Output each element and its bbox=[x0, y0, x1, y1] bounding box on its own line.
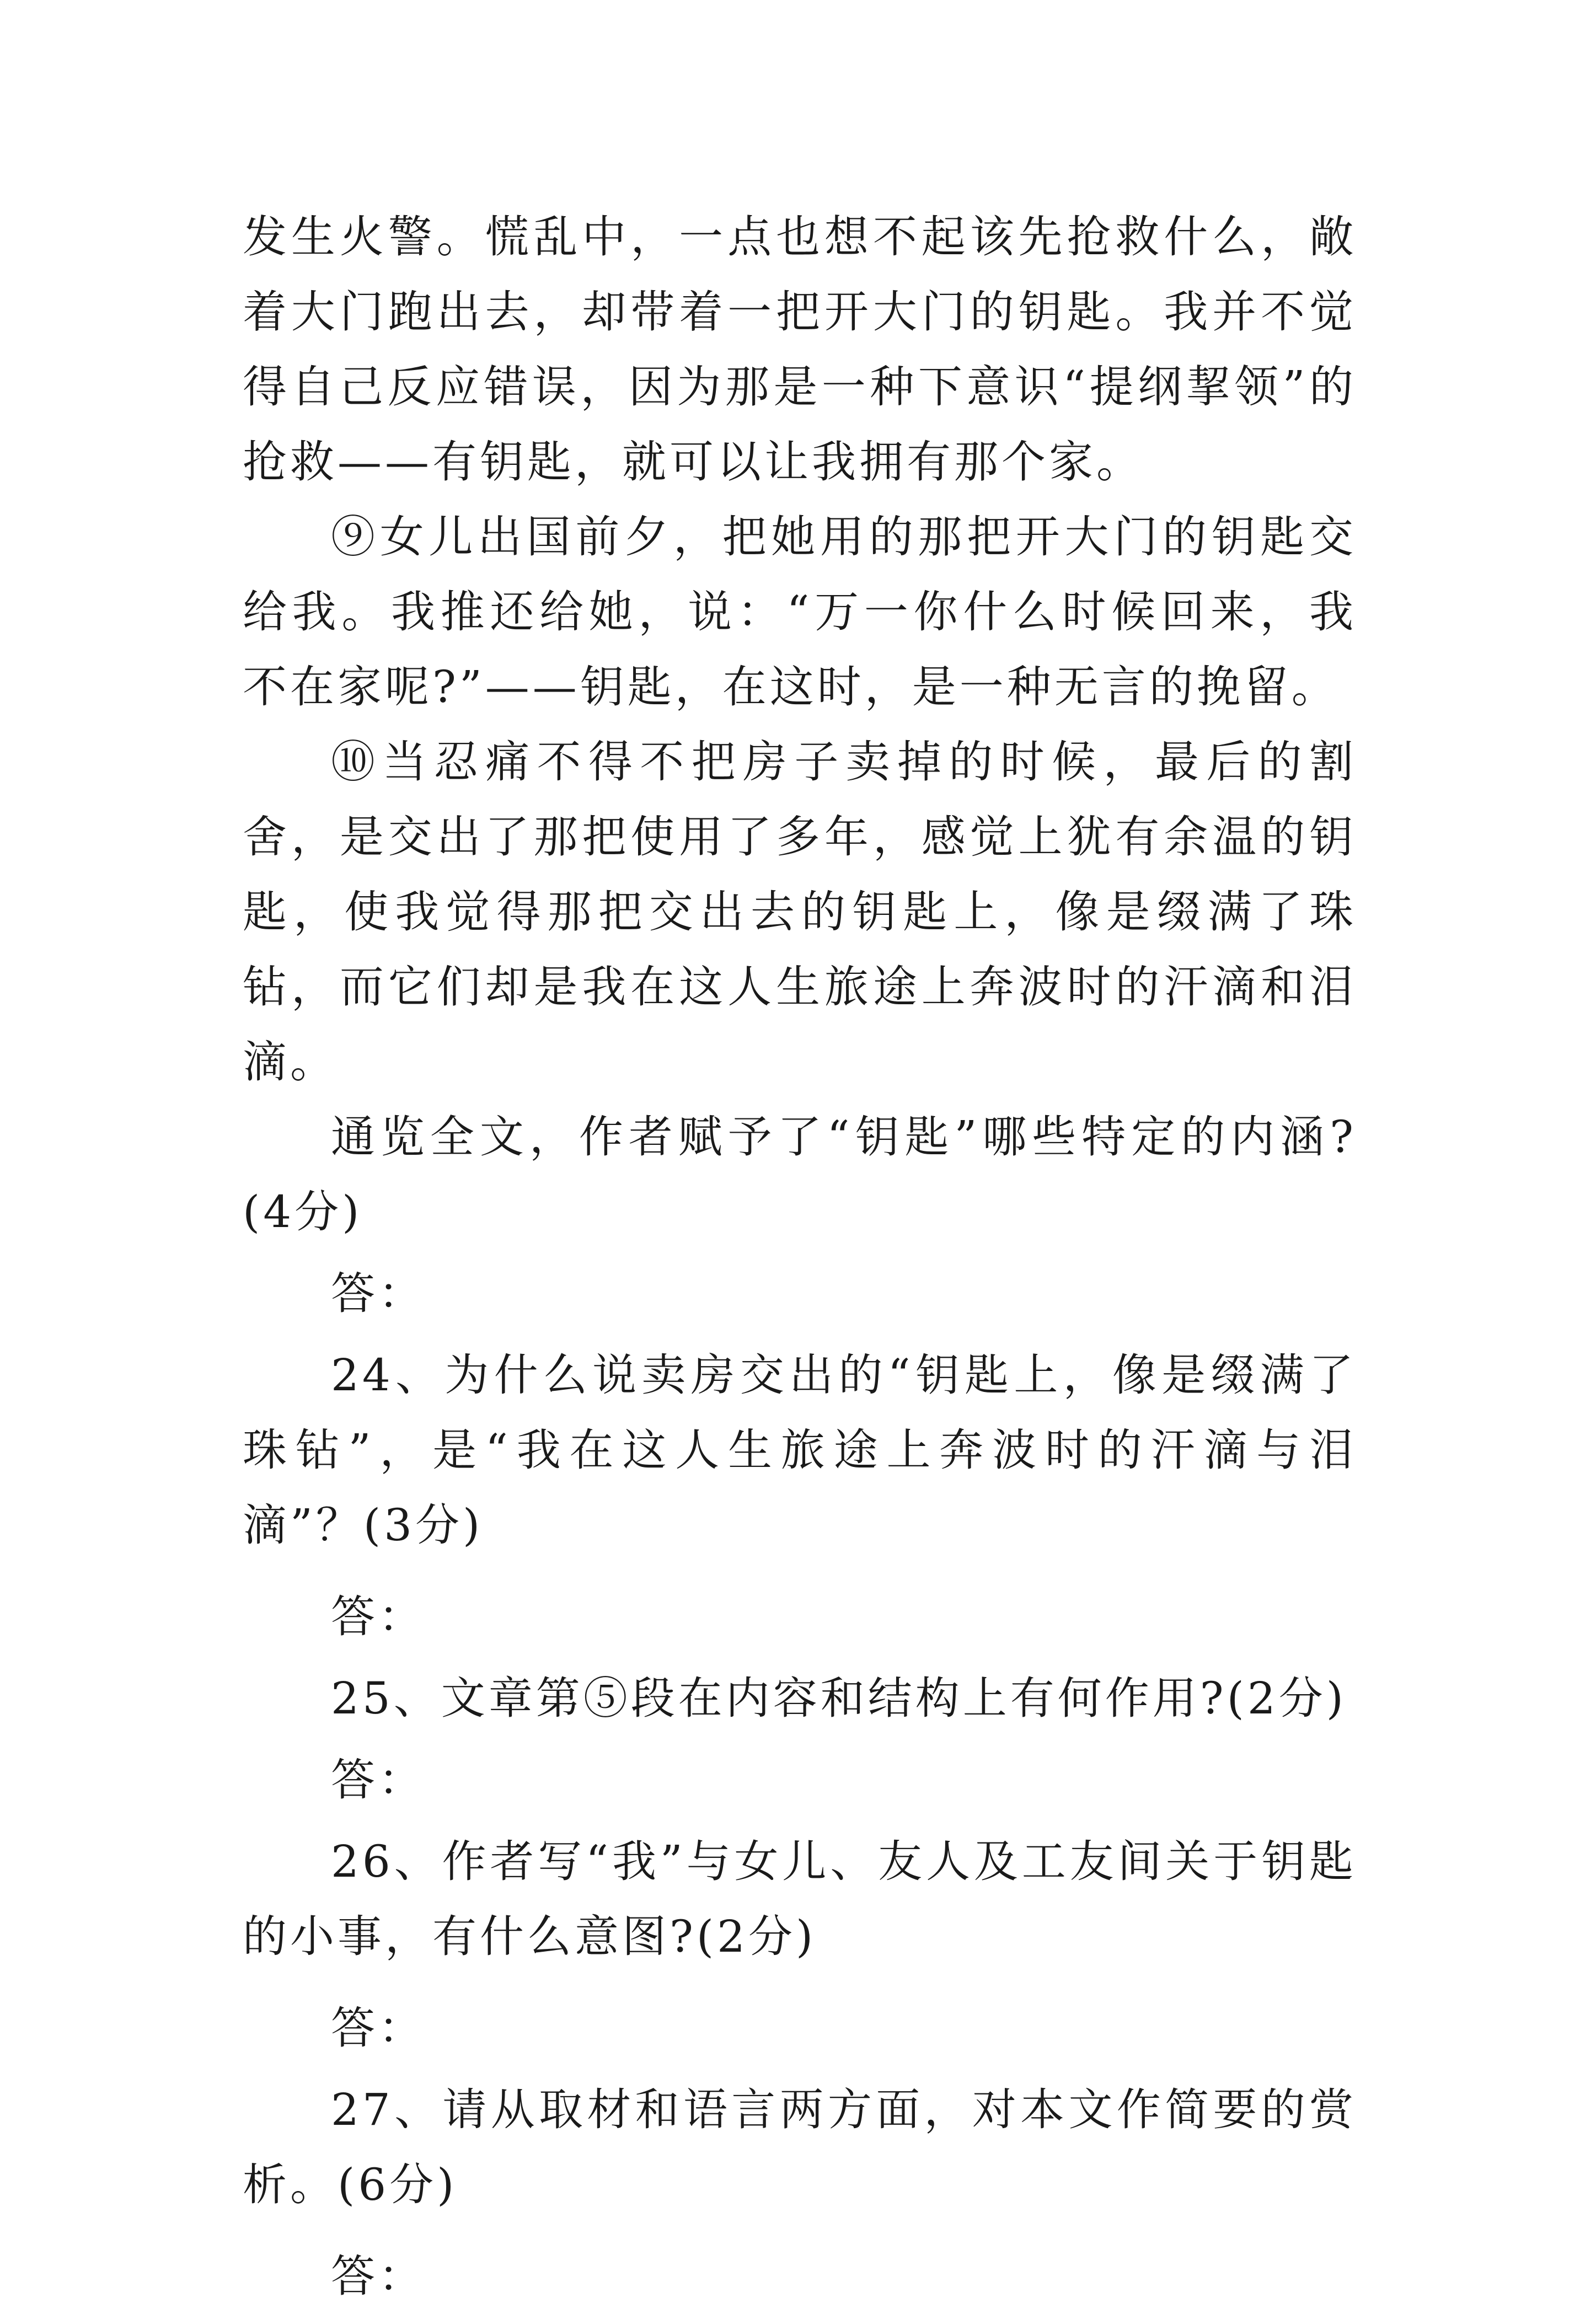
question-27: 27、请从取材和语言两方面，对本文作简要的赏析。(6分) bbox=[243, 2084, 1357, 2210]
paragraph-9: ⑨女儿出国前夕，把她用的那把开大门的钥匙交给我。我推还给她，说：“万一你什么时候回来，我不在家呢?”——钥匙，在这时，是一种无言的挽留。 bbox=[243, 511, 1357, 713]
answer-23-label: 答： bbox=[331, 1268, 426, 1319]
question-24: 24、为什么说卖房交出的“钥匙上，像是缀满了珠钻”，是“我在这人生旅途上奔波时的汗滴与泪滴”？(3分) bbox=[243, 1349, 1357, 1551]
paragraph-8-continued: 发生火警。慌乱中，一点也想不起该先抢救什么，敞着大门跑出去，却带着一把开大门的钥匙。我并不觉得自己反应错误，因为那是一种下意识“提纲挈领”的抢救——有钥匙，就可以让我拥有那个家。 bbox=[243, 211, 1357, 488]
answer-27-label: 答： bbox=[331, 2251, 426, 2302]
document-body bbox=[243, 200, 1357, 2314]
question-23: 通览全文，作者赋予了“钥匙”哪些特定的内涵?(4分) bbox=[243, 1111, 1357, 1238]
question-26: 26、作者写“我”与女儿、友人及工友间关于钥匙的小事，有什么意图?(2分) bbox=[243, 1836, 1357, 1962]
answer-24-label: 答： bbox=[331, 1591, 426, 1642]
answer-26-label: 答： bbox=[331, 2002, 426, 2054]
question-25: 25、文章第⑤段在内容和结构上有何作用?(2分) bbox=[331, 1673, 1347, 1724]
paragraph-10: ⑩当忍痛不得不把房子卖掉的时候，最后的割舍，是交出了那把使用了多年，感觉上犹有余温的钥匙，使我觉得那把交出去的钥匙上，像是缀满了珠钻，而它们却是我在这人生旅途上奔波时的汗滴和泪滴。 bbox=[243, 736, 1357, 1088]
answer-25-label: 答： bbox=[331, 1754, 426, 1806]
